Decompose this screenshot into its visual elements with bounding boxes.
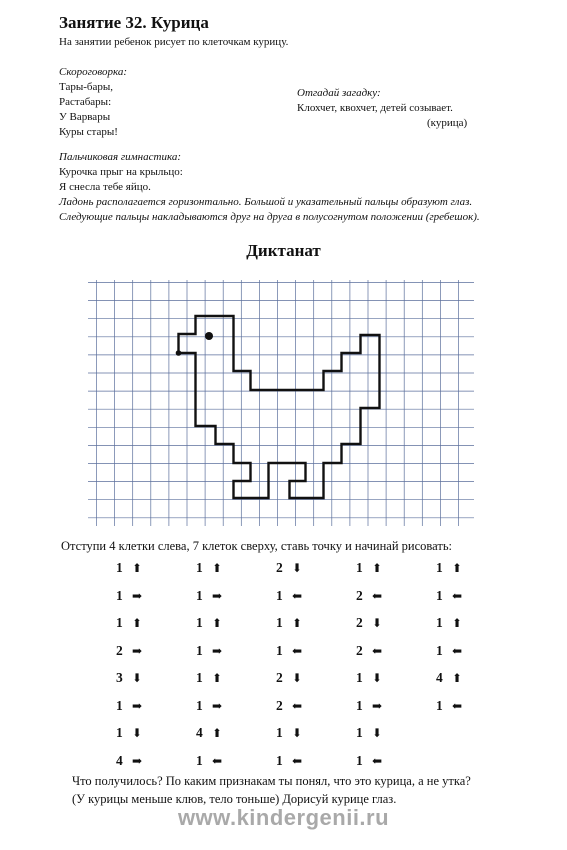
dictation-step: [276, 753, 304, 769]
start-point: [176, 350, 182, 356]
step-count: 2: [116, 642, 123, 658]
arrow-left-icon: ⬅: [371, 643, 383, 658]
dictation-step: [196, 725, 224, 741]
dictation-step: [196, 588, 224, 604]
dictation-step: [276, 615, 304, 631]
arrow-left-icon: ⬅: [371, 588, 383, 603]
step-count: 1: [436, 697, 443, 713]
finger-gym-line: Курочка прыг на крыльцо:: [59, 166, 183, 178]
finger-gym-line: Я снесла тебе яйцо.: [59, 181, 151, 193]
dictation-title: Диктанат: [246, 241, 321, 260]
dictation-step: [116, 560, 144, 576]
step-count: 2: [276, 697, 283, 713]
arrow-up-icon: ⬆: [371, 561, 383, 575]
step-count: 1: [356, 752, 363, 768]
arrow-up-icon: ⬆: [291, 616, 303, 630]
dictation-step: [116, 725, 144, 741]
arrow-down-icon: ⬇: [291, 671, 303, 685]
step-count: 3: [116, 670, 123, 685]
step-count: 4: [196, 725, 203, 740]
step-count: 1: [196, 642, 203, 658]
dictation-step: [356, 670, 384, 686]
finger-gym-note: Ладонь располагается горизонтально. Большой и указательный пальцы образуют глаз.: [59, 196, 473, 208]
step-count: 1: [276, 642, 283, 658]
step-count: 1: [276, 615, 283, 630]
arrow-up-icon: ⬆: [211, 671, 223, 685]
arrow-down-icon: ⬇: [371, 616, 383, 630]
arrow-left-icon: ⬅: [291, 643, 303, 658]
step-count: 1: [356, 670, 363, 685]
dictation-step: [356, 560, 384, 576]
lesson-title: Занятие 32. Курица: [59, 13, 209, 32]
dictation-instruction: Отступи 4 клетки слева, 7 клеток сверху, ставь точку и начинай рисовать:: [61, 539, 453, 553]
website-watermark: www.kindergenii.ru: [177, 805, 390, 830]
dictation-step: [276, 643, 304, 659]
step-count: 1: [436, 560, 443, 575]
arrow-up-icon: ⬆: [451, 671, 463, 685]
question-line: (У курицы меньше клюв, тело тоньше) Дорисуй курице глаз.: [72, 792, 397, 806]
arrow-left-icon: ⬅: [451, 643, 463, 658]
step-count: 1: [196, 697, 203, 713]
step-count: 4: [436, 670, 443, 685]
arrow-up-icon: ⬆: [211, 726, 223, 740]
dictation-step: [356, 588, 384, 604]
arrow-right-icon: ➡: [131, 753, 143, 768]
step-count: 1: [196, 670, 203, 685]
arrow-right-icon: ➡: [131, 588, 143, 603]
tongue-twister-line: Тары-бары,: [59, 81, 114, 93]
dictation-step: [436, 698, 464, 714]
arrow-up-icon: ⬆: [131, 616, 143, 630]
riddle-text: Клохчет, квохчет, детей созывает.: [297, 102, 453, 114]
dictation-step: [356, 698, 384, 714]
arrow-down-icon: ⬇: [371, 726, 383, 740]
arrow-left-icon: ⬅: [451, 588, 463, 603]
arrow-up-icon: ⬆: [131, 561, 143, 575]
dictation-step: [356, 725, 384, 741]
dictation-step: [116, 588, 144, 604]
step-count: 1: [276, 752, 283, 768]
step-count: 2: [276, 670, 283, 685]
step-count: 1: [436, 642, 443, 658]
arrow-down-icon: ⬇: [131, 726, 143, 740]
dictation-step: [196, 560, 224, 576]
dictation-step: [356, 615, 384, 631]
arrow-right-icon: ➡: [371, 698, 383, 713]
lesson-intro: На занятии ребенок рисует по клеточкам курицу.: [59, 36, 289, 48]
arrow-left-icon: ⬅: [211, 753, 223, 768]
arrow-up-icon: ⬆: [451, 561, 463, 575]
step-count: 1: [196, 752, 203, 768]
tongue-twister-line: Куры стары!: [59, 126, 118, 138]
dictation-step: [116, 698, 144, 714]
step-count: 1: [436, 615, 443, 630]
step-count: 1: [116, 697, 123, 713]
step-count: 1: [116, 587, 123, 603]
step-count: 2: [356, 642, 363, 658]
dictation-step: [116, 753, 144, 769]
arrow-right-icon: ➡: [211, 698, 223, 713]
dictation-step: [356, 643, 384, 659]
arrow-down-icon: ⬇: [371, 671, 383, 685]
step-count: 1: [356, 697, 363, 713]
step-count: 1: [116, 615, 123, 630]
dictation-step: [436, 560, 464, 576]
arrow-left-icon: ⬅: [451, 698, 463, 713]
step-count: 1: [116, 560, 123, 575]
chicken-eye: [205, 332, 213, 340]
step-count: 1: [196, 615, 203, 630]
dictation-step: [196, 643, 224, 659]
arrow-down-icon: ⬇: [291, 561, 303, 575]
step-count: 2: [356, 615, 363, 630]
grid-lines: [88, 280, 474, 526]
dictation-step: [276, 698, 304, 714]
step-count: 1: [276, 725, 283, 740]
arrow-left-icon: ⬅: [371, 753, 383, 768]
dictation-step: [436, 615, 464, 631]
step-count: 1: [436, 587, 443, 603]
finger-gym-heading: Пальчиковая гимнастика:: [59, 151, 181, 163]
step-count: 1: [196, 587, 203, 603]
dictation-step: [116, 615, 144, 631]
step-count: 2: [356, 587, 363, 603]
step-count: 2: [276, 560, 283, 575]
dictation-step: [436, 670, 464, 686]
step-count: 1: [276, 587, 283, 603]
step-count: 4: [116, 752, 123, 768]
step-count: 1: [356, 725, 363, 740]
arrow-right-icon: ➡: [211, 643, 223, 658]
arrow-up-icon: ⬆: [451, 616, 463, 630]
arrow-left-icon: ⬅: [291, 588, 303, 603]
tongue-twister-line: У Варвары: [59, 111, 111, 123]
dictation-step: [356, 753, 384, 769]
question-line: Что получилось? По каким признакам ты понял, что это курица, а не утка?: [72, 774, 471, 788]
arrow-left-icon: ⬅: [291, 753, 303, 768]
arrow-right-icon: ➡: [131, 698, 143, 713]
tongue-twister-line: Растабары:: [59, 96, 112, 108]
dictation-step: [116, 670, 144, 686]
dictation-step: [196, 615, 224, 631]
dictation-step: [276, 588, 304, 604]
arrow-up-icon: ⬆: [211, 561, 223, 575]
dictation-step: [116, 643, 144, 659]
arrow-right-icon: ➡: [131, 643, 143, 658]
arrow-up-icon: ⬆: [211, 616, 223, 630]
step-count: 1: [116, 725, 123, 740]
dictation-step: [196, 670, 224, 686]
arrow-right-icon: ➡: [211, 588, 223, 603]
tongue-twister-heading: Скороговорка:: [59, 66, 128, 78]
dictation-step: [196, 698, 224, 714]
dictation-step: [196, 753, 224, 769]
finger-gym-note: Следующие пальцы накладываются друг на друга в полусогнутом положении (гребешок).: [59, 211, 480, 223]
arrow-down-icon: ⬇: [291, 726, 303, 740]
riddle-heading: Отгадай загадку:: [297, 87, 381, 99]
dictation-step: [276, 670, 304, 686]
dictation-step: [276, 560, 304, 576]
dictation-step: [436, 643, 464, 659]
arrow-down-icon: ⬇: [131, 671, 143, 685]
dictation-step: [436, 588, 464, 604]
riddle-answer: (курица): [427, 117, 468, 129]
arrow-left-icon: ⬅: [291, 698, 303, 713]
dictation-step: [276, 725, 304, 741]
step-count: 1: [356, 560, 363, 575]
chicken-outline: [179, 316, 380, 498]
step-count: 1: [196, 560, 203, 575]
